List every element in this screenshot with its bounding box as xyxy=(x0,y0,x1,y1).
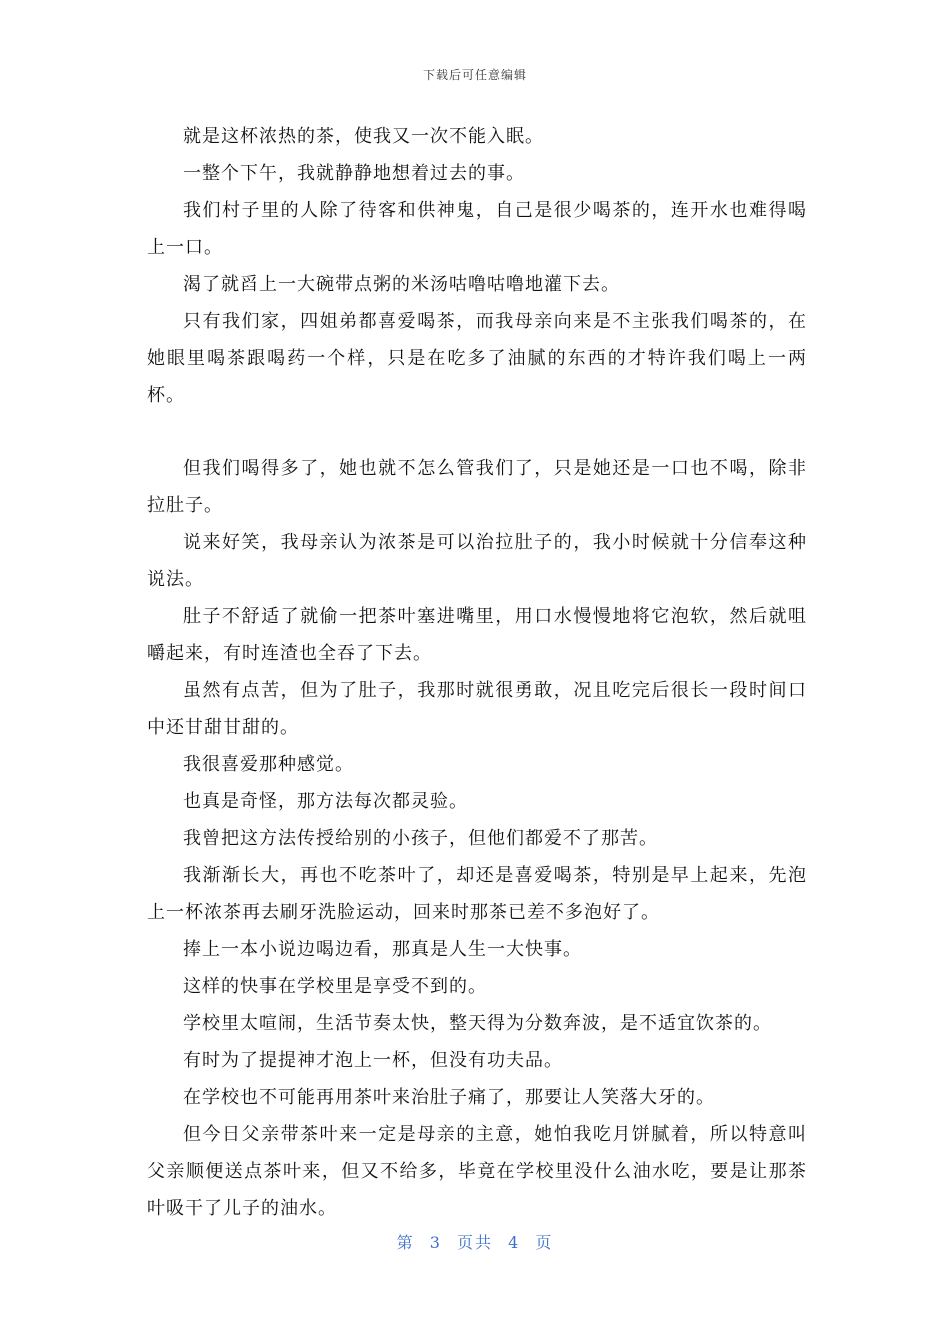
paragraph: 但今日父亲带茶叶来一定是母亲的主意，她怕我吃月饼腻着，所以特意叫父亲顺便送点茶叶来，但又不给多，毕竟在学校里没什么油水吃，要是让那茶叶吸干了儿子的油水。 xyxy=(147,1124,807,1219)
paragraph: 肚子不舒适了就偷一把茶叶塞进嘴里，用口水慢慢地将它泡软，然后就咀嚼起来，有时连渣也全吞了下去。 xyxy=(147,606,807,664)
paragraph: 也真是奇怪，那方法每次都灵验。 xyxy=(183,791,468,812)
paragraph: 一整个下午，我就静静地想着过去的事。 xyxy=(183,163,525,184)
paragraph: 我曾把这方法传授给别的小孩子，但他们都爱不了那苦。 xyxy=(183,828,658,849)
paragraph: 渴了就舀上一大碗带点粥的米汤咕噜咕噜地灌下去。 xyxy=(183,274,620,295)
paragraph: 只有我们家，四姐弟都喜爱喝茶，而我母亲向来是不主张我们喝茶的，在她眼里喝茶跟喝药一个样，只是在吃多了油腻的东西的才特许我们喝上一两杯。 xyxy=(147,311,807,406)
page-header: 下载后可任意编辑 xyxy=(422,68,527,82)
paragraph: 但我们喝得多了，她也就不怎么管我们了，只是她还是一口也不喝，除非拉肚子。 xyxy=(147,458,807,516)
document-body xyxy=(147,118,807,1227)
footer-page-number: 3 xyxy=(429,1233,442,1252)
paragraph: 在学校也不可能再用茶叶来治肚子痛了，那要让人笑落大牙的。 xyxy=(183,1087,715,1108)
page-footer xyxy=(0,1230,950,1253)
paragraph: 我们村子里的人除了待客和供神鬼，自己是很少喝茶的，连开水也难得喝上一口。 xyxy=(147,200,807,258)
paragraph: 学校里太喧闹，生活节奏太快，整天得为分数奔波，是不适宜饮茶的。 xyxy=(183,1013,772,1034)
footer-suffix: 页 xyxy=(535,1233,554,1252)
paragraph-gap xyxy=(147,414,807,450)
paragraph: 捧上一本小说边喝边看，那真是人生一大快事。 xyxy=(183,939,582,960)
paragraph: 有时为了提提神才泡上一杯，但没有功夫品。 xyxy=(183,1050,563,1071)
paragraph: 我很喜爱那种感觉。 xyxy=(183,754,354,775)
paragraph: 虽然有点苦，但为了肚子，我那时就很勇敢，况且吃完后很长一段时间口中还甘甜甘甜的。 xyxy=(147,680,807,738)
footer-prefix: 第 xyxy=(396,1233,415,1252)
paragraph: 说来好笑，我母亲认为浓茶是可以治拉肚子的，我小时候就十分信奉这种说法。 xyxy=(147,532,807,590)
footer-middle: 页共 xyxy=(456,1233,493,1252)
paragraph: 这样的快事在学校里是享受不到的。 xyxy=(183,976,487,997)
paragraph: 就是这杯浓热的茶，使我又一次不能入眠。 xyxy=(183,126,544,147)
footer-total-pages: 4 xyxy=(508,1233,521,1252)
paragraph: 我渐渐长大，再也不吃茶叶了，却还是喜爱喝茶，特别是早上起来，先泡上一杯浓茶再去刷牙洗脸运动，回来时那茶已差不多泡好了。 xyxy=(147,865,807,923)
